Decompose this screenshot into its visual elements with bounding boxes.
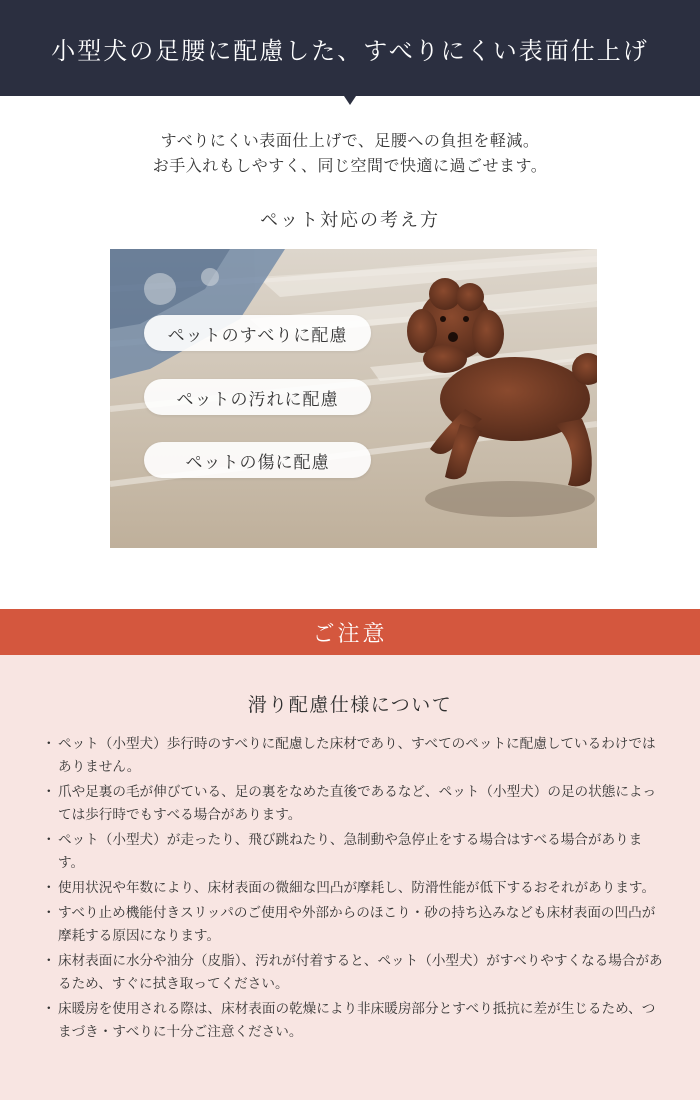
- bullet: ・: [42, 784, 56, 800]
- intro-text: [0, 128, 700, 178]
- intro-line-1: すべりにくい表面仕上げで、足腰への負担を軽減。: [160, 131, 540, 150]
- pill-scratch-care: ペットの傷に配慮: [144, 442, 371, 478]
- list-item: [40, 733, 665, 780]
- list-item: [40, 877, 665, 900]
- note-text: すべり止め機能付きスリッパのご使用や外部からのほこり・砂の持ち込みなども床材表面の凹凸が摩耗する原因になります。: [58, 904, 656, 944]
- note-text: ペット（小型犬）が走ったり、飛び跳ねたり、急制動や急停止をする場合はすべる場合があります。: [58, 832, 643, 872]
- caution-bar-label: ご注意: [312, 621, 388, 647]
- bullet: ・: [42, 736, 56, 752]
- pill-slip-care: ペットのすべりに配慮: [144, 315, 371, 351]
- caution-notes-list: [40, 733, 665, 1046]
- list-item: [40, 781, 665, 828]
- intro-line-2: お手入れもしやすく、同じ空間で快適に過ごせます。: [152, 156, 548, 175]
- list-item: [40, 829, 665, 876]
- bullet: ・: [42, 952, 56, 969]
- note-text: 床暖房を使用される際は、床材表面の乾燥により非床暖房部分とすべり抵抗に差が生じるため、つまづき・すべりに十分ご注意ください。: [58, 1000, 656, 1040]
- note-text: 床材表面に水分や油分（皮脂）、汚れが付着すると、ペット（小型犬）がすべりやすくなる場合があるため、すぐに拭き取ってください。: [58, 952, 663, 992]
- note-text: 使用状況や年数により、床材表面の微細な凹凸が摩耗し、防滑性能が低下するおそれがあります。: [58, 880, 656, 896]
- page-header: [0, 0, 700, 96]
- note-text: 爪や足裏の毛が伸びている、足の裏をなめた直後であるなど、ペット（小型犬）の足の状態によっては歩行時でもすべる場合があります。: [58, 784, 657, 824]
- header-title: 小型犬の足腰に配慮した、すべりにくい表面仕上げ: [51, 36, 649, 65]
- list-item: [40, 902, 665, 949]
- list-item: [40, 950, 665, 997]
- note-text: ペット（小型犬）歩行時のすべりに配慮した床材であり、すべてのペットに配慮しているわけではありません。: [58, 736, 656, 776]
- pill-dirt-care: ペットの汚れに配慮: [144, 379, 371, 415]
- bullet: ・: [42, 904, 56, 921]
- pet-section-heading: ペット対応の考え方: [260, 210, 440, 231]
- bullet: ・: [42, 1000, 56, 1017]
- bullet: ・: [42, 832, 56, 848]
- caution-bar: [0, 609, 700, 655]
- caution-title: 滑り配慮仕様について: [247, 694, 453, 716]
- header-pointer-arrow: [344, 96, 356, 105]
- bullet: ・: [42, 880, 56, 896]
- list-item: [40, 998, 665, 1045]
